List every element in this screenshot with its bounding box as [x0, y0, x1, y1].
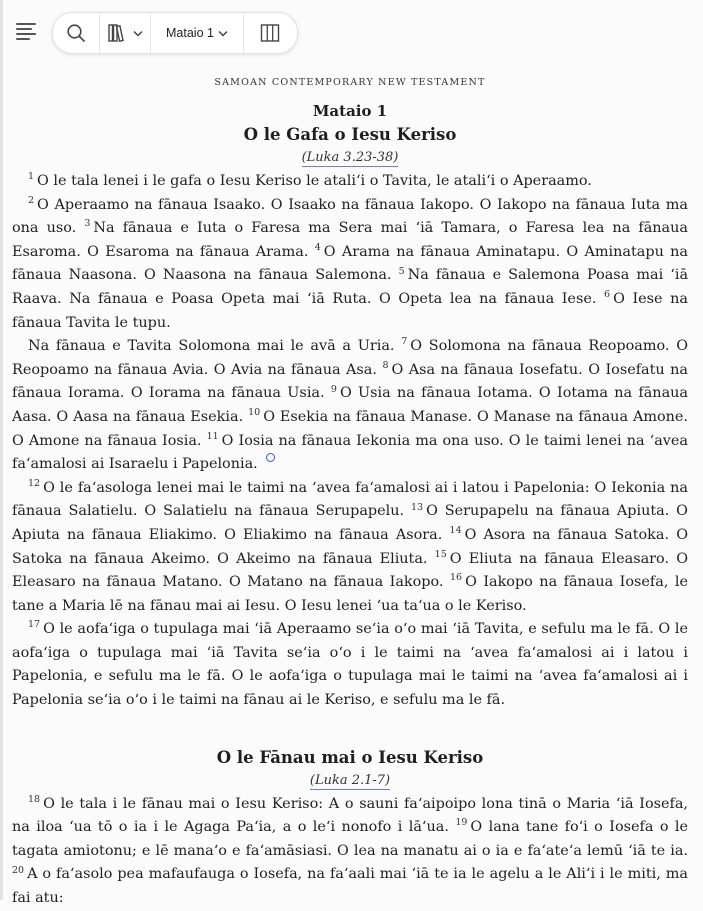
verse-text[interactable]: O Usia na fānaua Iotama. O Iotama na fānaua Aasa. O Aasa na fānaua Esekia.: [12, 385, 688, 425]
verse-text[interactable]: O le tala i le fānau mai o Iesu Keriso: A o sauni fa‘aipoipo lona tinā o Maria ‘iā Iosefa, na iloa ‘ua tō o ia i le Agaga Pa‘ia, a o le‘i nonofo i lā‘ua.: [12, 795, 688, 836]
menu-button[interactable]: [14, 20, 38, 44]
menu-line: [16, 28, 32, 30]
book-title: Mataio 1: [312, 102, 388, 120]
verse-number: 3: [84, 218, 91, 230]
search-button[interactable]: [53, 13, 99, 53]
section-body: [12, 793, 688, 911]
verse-number: 11: [206, 430, 219, 442]
verse-number: 9: [330, 383, 337, 395]
verse-text[interactable]: O Asora na fānaua Satoka. O Satoka na fānaua Akeimo. O Akeimo na fānaua Eliuta.: [12, 526, 688, 567]
verse-number: 16: [449, 572, 463, 584]
verse-text[interactable]: O le aofa‘iga o tupulaga mai ‘iā Aperaamo se‘ia o‘o mai ‘iā Tavita, e sefulu ma le fā. O le aofa‘iga o tupulaga mai ‘iā Tavita se‘ia o‘o i le taimi na ‘avea fa‘amalosi ai i latou i Papelonia, e sefulu ma le fā. O le aofa‘iga o tupulaga mai le taimi na ‘avea fa‘amalosi ai i Papelonia se‘ia o‘o i le taimi na fānau ai le Keriso, e sefulu ma le fā.: [12, 621, 688, 709]
verse-number: 19: [455, 817, 468, 829]
verse-number: 8: [382, 359, 389, 371]
verse-text[interactable]: O Serupapelu na fānaua Apiuta. O Apiuta na fānaua Eliakimo. O Eliakimo na fānaua Asora.: [12, 503, 688, 543]
verse-text[interactable]: O Iese na fānaua Tavita le tupu.: [12, 290, 688, 331]
verse-text[interactable]: O Iakopo na fānaua Iosefa, le tane a Maria lē na fānau mai ai Iesu. O Iesu lenei ‘ua ta‘ua o le Keriso.: [12, 574, 688, 614]
chapter-content: [12, 74, 688, 911]
verse-text[interactable]: Na fānaua e Salemona Poasa mai ‘iā Raava. Na fānaua e Poasa Opeta mai ‘iā Ruta. O Opeta lea na fānaua Iese.: [12, 267, 689, 307]
verse-text[interactable]: O le tala lenei i le gafa o Iesu Keriso le atali‘i o Tavita, le atali‘i o Aperaamo.: [37, 173, 592, 189]
verse-number: 7: [401, 336, 408, 348]
verse-text[interactable]: Na fānaua e Iuta o Faresa ma Sera mai ‘iā Tamara, o Faresa lea na fānaua Esaroma. O Esaroma na fānaua Arama.: [12, 220, 688, 260]
cross-reference-link[interactable]: (Luka 3.23-38): [301, 150, 399, 165]
menu-lines-icon: [16, 23, 36, 25]
verse-text[interactable]: O lana tane fo‘i o Iosefa o le tagata amiotonu; e lē mana‘o e fa‘amāsiasi. O lea na manatu ai o ia e fa‘ate‘a lemū ‘iā te ia.: [12, 819, 689, 859]
paragraph: [12, 194, 688, 336]
cross-reference: [12, 148, 688, 170]
verse-number: 15: [434, 548, 447, 560]
verse-text[interactable]: O Iosia na fānaua Iekonia ma ona uso. O le taimi lenei na ‘avea fa‘amalosi ai Isaraelu i Papelonia.: [12, 432, 688, 473]
section-body: [12, 170, 688, 713]
verse-text[interactable]: O Eliuta na fānaua Eleasaro. O Eleasaro na fānaua Matano. O Matano na fānaua Iakopo.: [12, 550, 688, 591]
search-icon: [66, 23, 86, 43]
reader-toolbar: [52, 12, 298, 54]
cross-reference-link[interactable]: (Luka 2.1-7): [309, 772, 391, 788]
parallel-columns-icon: [260, 23, 280, 43]
verse-text[interactable]: O Asa na fānaua Iosefatu. O Iosefatu na fānaua Iorama. O Iorama na fānaua Usia.: [12, 361, 688, 402]
verse-number: 20: [12, 864, 25, 876]
verse-text[interactable]: O Arama na fānaua Aminatapu. O Aminatapu na fānaua Naasona. O Naasona na fānaua Salemona.: [12, 243, 688, 284]
verse-text[interactable]: O Aperaamo na fānaua Isaako. O Isaako na fānaua Iakopo. O Iakopo na fānaua Iuta ma ona uso.: [12, 196, 688, 237]
verse-text[interactable]: O le fa‘asologa lenei mai le taimi na ‘avea fa‘amalosi ai i latou i Papelonia: O Iekonia na fānaua Salatielu. O Salatielu na fānaua Serupapelu.: [12, 479, 688, 520]
verse-text[interactable]: O Esekia na fānaua Manase. O Manase na fānaua Amone. O Amone na fānaua Iosia.: [12, 408, 689, 449]
verse-number: 1: [28, 171, 35, 183]
paragraph: [12, 618, 688, 712]
verse-number: 4: [314, 241, 321, 253]
library-button[interactable]: [100, 13, 150, 53]
verse-number: 14: [449, 525, 462, 537]
books-icon: [107, 23, 129, 43]
footnote-marker-icon[interactable]: [266, 453, 275, 462]
chapter-selector[interactable]: [151, 13, 243, 53]
verse-text[interactable]: O Solomona na fānaua Reopoamo. O Reopoamo na fānaua Avia. O Avia na fānaua Asa.: [12, 338, 689, 378]
verse-number: 13: [411, 501, 424, 513]
verse-text[interactable]: Na fānaua e Tavita Solomona mai le avā a Uria.: [28, 338, 395, 355]
section-gap: [12, 713, 688, 745]
cross-reference: [12, 771, 688, 793]
paragraph: [12, 477, 688, 619]
verse-number: 6: [604, 289, 611, 301]
menu-line: [16, 38, 30, 40]
section-heading: O le Gafa o Iesu Keriso: [243, 125, 457, 144]
section-heading: O le Fānau mai o Iesu Keriso: [216, 747, 484, 767]
verse-number: 2: [28, 194, 35, 206]
verse-number: 10: [248, 407, 261, 419]
verse-number: 18: [28, 793, 41, 805]
verse-number: 17: [28, 619, 41, 631]
chevron-down-icon: [133, 30, 143, 37]
paragraph: [12, 170, 688, 194]
verse-number: 5: [398, 265, 405, 277]
verse-text[interactable]: A o fa‘asolo pea mafaufauga o Iosefa, na fa‘aali mai ‘iā te ia le agelu a le Ali‘i i le miti, ma fai atu:: [12, 866, 688, 907]
paragraph: [12, 335, 688, 477]
verse-number: 12: [28, 477, 41, 489]
paragraph: [12, 793, 688, 911]
parallel-view-button[interactable]: [244, 13, 296, 53]
version-title: SAMOAN CONTEMPORARY NEW TESTAMENT: [214, 77, 486, 88]
menu-line: [16, 33, 36, 35]
window-edge: [0, 0, 3, 900]
chevron-down-icon: [218, 30, 228, 37]
chapter-label: Mataio 1: [166, 26, 214, 40]
